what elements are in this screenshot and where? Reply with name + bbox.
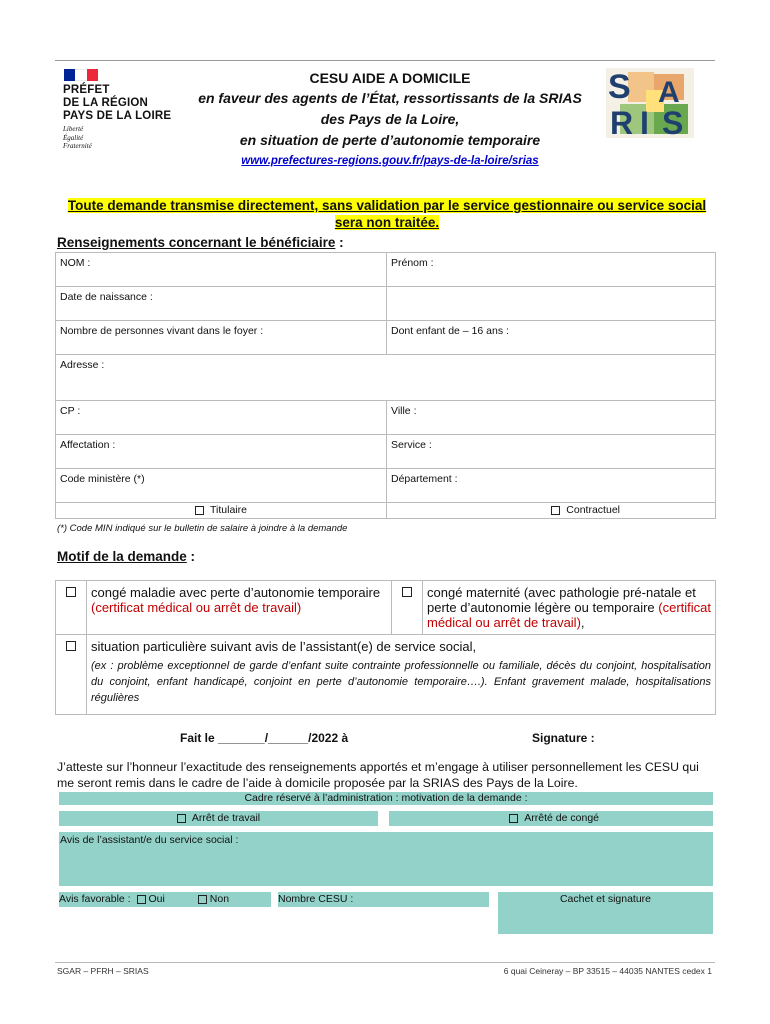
beneficiary-form [55, 252, 716, 519]
title-line-2: des Pays de la Loire, [320, 111, 460, 127]
srias-logo [606, 68, 694, 138]
adresse-field[interactable]: Adresse : [56, 355, 716, 401]
arret-conge-checkbox[interactable] [509, 814, 518, 823]
motif-1-checkbox[interactable] [66, 587, 76, 597]
signature-label: Signature : [532, 731, 595, 745]
title-line-1: en faveur des agents de l’État, ressortissants de la SRIAS [198, 90, 582, 106]
logo-letter-i: I [640, 105, 649, 138]
contractuel-checkbox[interactable] [551, 506, 560, 515]
affectation-field[interactable]: Affectation : [56, 435, 387, 469]
title-line-3: en situation de perte d’autonomie temporaire [239, 132, 541, 148]
arret-conge-option[interactable]: Arrêté de congé [389, 811, 713, 826]
nom-field[interactable]: NOM : [56, 253, 387, 287]
code-min-note: (*) Code MIN indiqué sur le bulletin de salaire à joindre à la demande [57, 523, 348, 534]
logo-letter-s: S [608, 68, 631, 106]
logo-letter-r: R [610, 105, 634, 138]
motif-2-checkbox-cell[interactable] [392, 581, 423, 635]
republic-motto: Liberté Égalité Fraternité [63, 125, 92, 150]
oui-checkbox[interactable] [137, 895, 146, 904]
titulaire-option[interactable]: Titulaire [56, 503, 387, 519]
motif-2-label: congé maternité (avec pathologie pré-natale et perte d’autonomie légère ou temporaire (certificat médical ou arrêt de travail), [423, 581, 716, 635]
footer-right: 6 quai Ceineray – BP 33515 – 44035 NANTES cedex 1 [503, 966, 712, 976]
enfants-field[interactable]: Dont enfant de – 16 ans : [387, 321, 716, 355]
motif-section-title: Motif de la demande : [57, 549, 196, 564]
avis-assistant-field[interactable]: Avis de l’assistant/e du service social : [59, 832, 713, 886]
arret-travail-option[interactable]: Arrêt de travail [59, 811, 378, 826]
motif-3-checkbox[interactable] [66, 641, 76, 651]
non-checkbox[interactable] [198, 895, 207, 904]
title-main: CESU AIDE A DOMICILE [309, 70, 471, 86]
ville-field[interactable]: Ville : [387, 401, 716, 435]
prenom-field[interactable]: Prénom : [387, 253, 716, 287]
logo-letter-a: A [658, 76, 680, 109]
srias-link[interactable]: www.prefectures-regions.gouv.fr/pays-de-la-loire/srias [241, 155, 539, 167]
page-title [190, 68, 590, 167]
top-rule [55, 60, 715, 61]
fait-le-field[interactable]: Fait le _______/______/2022 à [180, 731, 349, 745]
motif-2-checkbox[interactable] [402, 587, 412, 597]
contractuel-option[interactable]: Contractuel [387, 503, 716, 519]
date-naissance-field[interactable]: Date de naissance : [56, 287, 387, 321]
nb-personnes-field[interactable]: Nombre de personnes vivant dans le foyer : [56, 321, 387, 355]
motif-1-label: congé maladie avec perte d’autonomie temporaire (certificat médical ou arrêt de travail) [87, 581, 392, 635]
warning-notice: Toute demande transmise directement, sans validation par le service gestionnaire ou service social sera non traitée. [67, 198, 707, 230]
code-ministere-field[interactable]: Code ministère (*) [56, 469, 387, 503]
motif-1-checkbox-cell[interactable] [56, 581, 87, 635]
arret-travail-checkbox[interactable] [177, 814, 186, 823]
cp-field[interactable]: CP : [56, 401, 387, 435]
service-field[interactable]: Service : [387, 435, 716, 469]
admin-header: Cadre réservé à l’administration : motivation de la demande : [59, 792, 713, 805]
motif-3-checkbox-cell[interactable] [56, 635, 87, 715]
footer-rule [55, 962, 715, 963]
avis-favorable-row: Avis favorable : Oui Non [59, 892, 271, 907]
empty-cell [387, 287, 716, 321]
prefecture-name: PRÉFET DE LA RÉGION PAYS DE LA LOIRE [63, 84, 172, 122]
motif-3-label: situation particulière suivant avis de l’assistant(e) de service social, (ex : problème exceptionnel de garde d’enfant suite contrainte professionnelle ou familiale, décès du conjoint, hospitalisation du conjoint, enfant handicapé, conjoint en perte d’autonomie temporaire….). Enfant gravement malade, hospitalisations régulières [87, 635, 716, 715]
motif-3-example: (ex : problème exceptionnel de garde d’enfant suite contrainte professionnelle ou familiale, décès du conjoint, hospitalisation du conjoint, enfant handicapé, conjoint en perte d’autonomie temporaire….). Enfant gravement malade, hospitalisations régulières [91, 660, 711, 704]
logo-letter-s2: S [662, 105, 684, 138]
footer-left: SGAR – PFRH – SRIAS [57, 966, 149, 976]
departement-field[interactable]: Département : [387, 469, 716, 503]
titulaire-checkbox[interactable] [195, 506, 204, 515]
beneficiary-section-title: Renseignements concernant le bénéficiaire : [57, 235, 344, 250]
attestation-text: J’atteste sur l’honneur l’exactitude des renseignements apportés et m’engage à utiliser personnellement les CESU qui me seront remis dans le cadre de l’aide à domicile proposée par la SRIAS des Pays de la Loire. [57, 760, 699, 790]
motif-options [55, 580, 716, 715]
nombre-cesu-field[interactable]: Nombre CESU : [278, 892, 489, 907]
cachet-signature-field[interactable]: Cachet et signature [498, 892, 713, 934]
marianne-flag-icon [64, 69, 98, 81]
